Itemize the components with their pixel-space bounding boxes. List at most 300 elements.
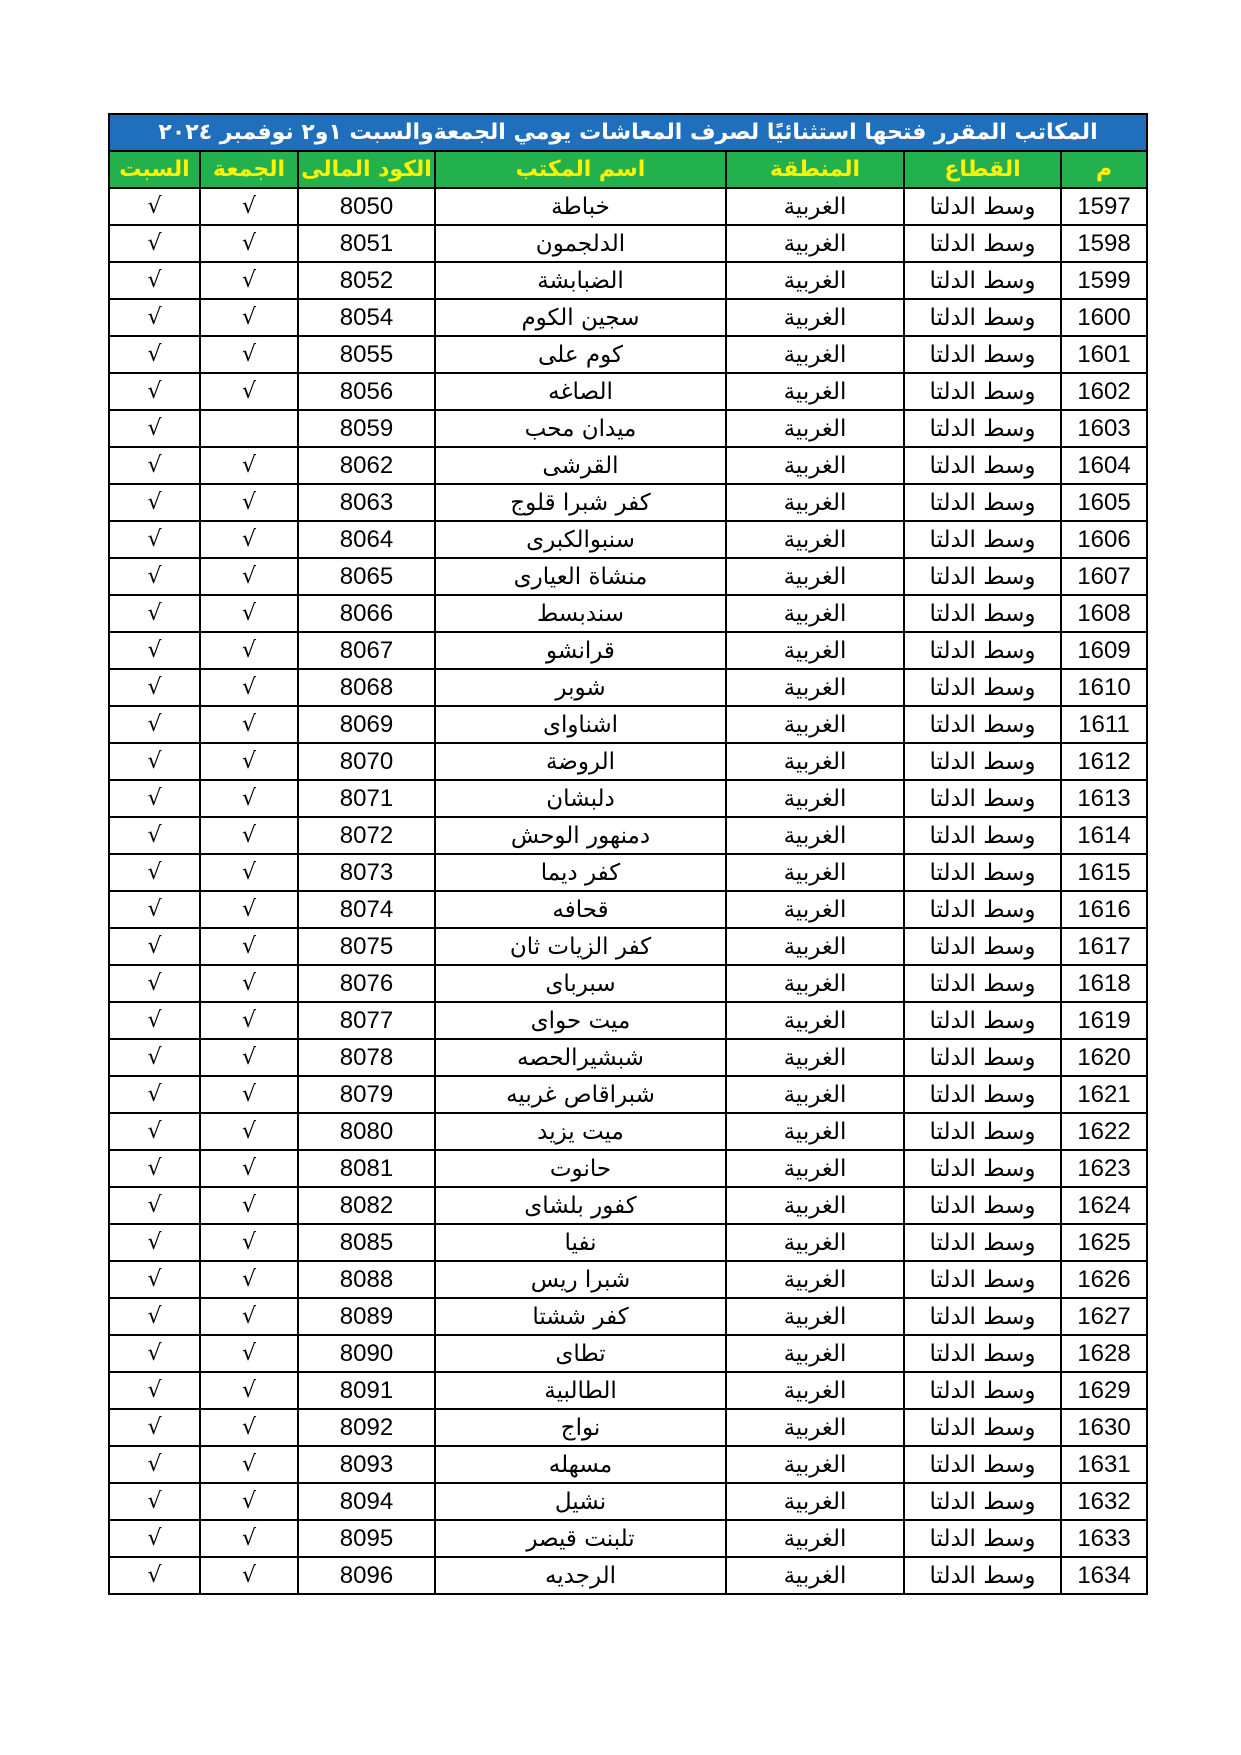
saturday-cell: √	[109, 225, 200, 262]
table-row	[109, 1150, 1147, 1187]
friday-cell: √	[200, 1298, 298, 1335]
code-cell: 8090	[298, 1335, 435, 1372]
serial-cell: 1618	[1061, 965, 1147, 1002]
region-cell: الغربية	[726, 743, 904, 780]
office-cell: كوم على	[435, 336, 726, 373]
table-row	[109, 1483, 1147, 1520]
office-cell: قحافه	[435, 891, 726, 928]
code-cell: 8091	[298, 1372, 435, 1409]
header-saturday: السبت	[109, 151, 200, 188]
office-cell: سنبوالكبرى	[435, 521, 726, 558]
table-row	[109, 1113, 1147, 1150]
friday-cell: √	[200, 1446, 298, 1483]
region-cell: الغربية	[726, 1372, 904, 1409]
friday-cell: √	[200, 1187, 298, 1224]
saturday-cell: √	[109, 1372, 200, 1409]
region-cell: الغربية	[726, 558, 904, 595]
sector-cell: وسط الدلتا	[904, 1150, 1061, 1187]
serial-cell: 1628	[1061, 1335, 1147, 1372]
serial-cell: 1634	[1061, 1557, 1147, 1594]
saturday-cell: √	[109, 743, 200, 780]
serial-cell: 1608	[1061, 595, 1147, 632]
friday-cell: √	[200, 1335, 298, 1372]
code-cell: 8072	[298, 817, 435, 854]
region-cell: الغربية	[726, 780, 904, 817]
region-cell: الغربية	[726, 854, 904, 891]
region-cell: الغربية	[726, 1298, 904, 1335]
region-cell: الغربية	[726, 928, 904, 965]
sector-cell: وسط الدلتا	[904, 484, 1061, 521]
serial-cell: 1620	[1061, 1039, 1147, 1076]
office-cell: قرانشو	[435, 632, 726, 669]
serial-cell: 1602	[1061, 373, 1147, 410]
friday-cell: √	[200, 1002, 298, 1039]
friday-cell: √	[200, 447, 298, 484]
sector-cell: وسط الدلتا	[904, 1076, 1061, 1113]
table-row	[109, 965, 1147, 1002]
saturday-cell: √	[109, 188, 200, 225]
region-cell: الغربية	[726, 1187, 904, 1224]
sector-cell: وسط الدلتا	[904, 1335, 1061, 1372]
serial-cell: 1623	[1061, 1150, 1147, 1187]
office-cell: سجين الكوم	[435, 299, 726, 336]
saturday-cell: √	[109, 928, 200, 965]
saturday-cell: √	[109, 447, 200, 484]
saturday-cell: √	[109, 1113, 200, 1150]
office-cell: كفر شبرا قلوج	[435, 484, 726, 521]
sector-cell: وسط الدلتا	[904, 891, 1061, 928]
serial-cell: 1626	[1061, 1261, 1147, 1298]
serial-cell: 1629	[1061, 1372, 1147, 1409]
serial-cell: 1613	[1061, 780, 1147, 817]
header-m: م	[1061, 151, 1147, 188]
code-cell: 8068	[298, 669, 435, 706]
sector-cell: وسط الدلتا	[904, 669, 1061, 706]
serial-cell: 1610	[1061, 669, 1147, 706]
office-cell: سبرباى	[435, 965, 726, 1002]
serial-cell: 1621	[1061, 1076, 1147, 1113]
offices-sheet	[108, 113, 1146, 1595]
sector-cell: وسط الدلتا	[904, 373, 1061, 410]
region-cell: الغربية	[726, 1483, 904, 1520]
code-cell: 8069	[298, 706, 435, 743]
sector-cell: وسط الدلتا	[904, 1002, 1061, 1039]
code-cell: 8082	[298, 1187, 435, 1224]
office-cell: نفيا	[435, 1224, 726, 1261]
region-cell: الغربية	[726, 1409, 904, 1446]
office-cell: شبرا ريس	[435, 1261, 726, 1298]
friday-cell: √	[200, 632, 298, 669]
sector-cell: وسط الدلتا	[904, 1409, 1061, 1446]
code-cell: 8081	[298, 1150, 435, 1187]
code-cell: 8064	[298, 521, 435, 558]
sector-cell: وسط الدلتا	[904, 521, 1061, 558]
table-row	[109, 669, 1147, 706]
region-cell: الغربية	[726, 1076, 904, 1113]
friday-cell: √	[200, 225, 298, 262]
region-cell: الغربية	[726, 669, 904, 706]
code-cell: 8077	[298, 1002, 435, 1039]
table-row	[109, 817, 1147, 854]
code-cell: 8052	[298, 262, 435, 299]
office-cell: الروضة	[435, 743, 726, 780]
sector-cell: وسط الدلتا	[904, 743, 1061, 780]
office-cell: الضبابشة	[435, 262, 726, 299]
region-cell: الغربية	[726, 521, 904, 558]
code-cell: 8062	[298, 447, 435, 484]
sector-cell: وسط الدلتا	[904, 1446, 1061, 1483]
friday-cell: √	[200, 1076, 298, 1113]
code-cell: 8074	[298, 891, 435, 928]
friday-cell: √	[200, 780, 298, 817]
office-cell: نواج	[435, 1409, 726, 1446]
office-cell: الدلجمون	[435, 225, 726, 262]
serial-cell: 1625	[1061, 1224, 1147, 1261]
code-cell: 8059	[298, 410, 435, 447]
table-row	[109, 447, 1147, 484]
saturday-cell: √	[109, 299, 200, 336]
office-cell: شبراقاص غربيه	[435, 1076, 726, 1113]
sector-cell: وسط الدلتا	[904, 965, 1061, 1002]
serial-cell: 1606	[1061, 521, 1147, 558]
header-row	[109, 151, 1147, 188]
office-cell: كفور بلشاى	[435, 1187, 726, 1224]
serial-cell: 1614	[1061, 817, 1147, 854]
office-cell: حانوت	[435, 1150, 726, 1187]
code-cell: 8070	[298, 743, 435, 780]
table-row	[109, 595, 1147, 632]
table-row	[109, 188, 1147, 225]
region-cell: الغربية	[726, 1113, 904, 1150]
office-cell: الرجديه	[435, 1557, 726, 1594]
friday-cell: √	[200, 1039, 298, 1076]
table-row	[109, 1076, 1147, 1113]
table-row	[109, 1520, 1147, 1557]
region-cell: الغربية	[726, 1261, 904, 1298]
sector-cell: وسط الدلتا	[904, 632, 1061, 669]
table-row	[109, 410, 1147, 447]
code-cell: 8095	[298, 1520, 435, 1557]
table-row	[109, 706, 1147, 743]
friday-cell	[200, 410, 298, 447]
friday-cell: √	[200, 595, 298, 632]
office-cell: كفر الزيات ثان	[435, 928, 726, 965]
region-cell: الغربية	[726, 1446, 904, 1483]
saturday-cell: √	[109, 632, 200, 669]
sector-cell: وسط الدلتا	[904, 188, 1061, 225]
saturday-cell: √	[109, 595, 200, 632]
code-cell: 8080	[298, 1113, 435, 1150]
office-cell: منشاة العيارى	[435, 558, 726, 595]
table-row	[109, 1298, 1147, 1335]
region-cell: الغربية	[726, 299, 904, 336]
serial-cell: 1616	[1061, 891, 1147, 928]
region-cell: الغربية	[726, 188, 904, 225]
table-row	[109, 1224, 1147, 1261]
table-row	[109, 891, 1147, 928]
office-cell: الطالبية	[435, 1372, 726, 1409]
saturday-cell: √	[109, 1002, 200, 1039]
friday-cell: √	[200, 1557, 298, 1594]
sector-cell: وسط الدلتا	[904, 1039, 1061, 1076]
header-office: اسم المكتب	[435, 151, 726, 188]
table-row	[109, 521, 1147, 558]
region-cell: الغربية	[726, 447, 904, 484]
saturday-cell: √	[109, 817, 200, 854]
friday-cell: √	[200, 669, 298, 706]
friday-cell: √	[200, 854, 298, 891]
sector-cell: وسط الدلتا	[904, 262, 1061, 299]
region-cell: الغربية	[726, 1150, 904, 1187]
code-cell: 8056	[298, 373, 435, 410]
serial-cell: 1630	[1061, 1409, 1147, 1446]
table-row	[109, 928, 1147, 965]
serial-cell: 1627	[1061, 1298, 1147, 1335]
sector-cell: وسط الدلتا	[904, 558, 1061, 595]
saturday-cell: √	[109, 373, 200, 410]
saturday-cell: √	[109, 1261, 200, 1298]
sector-cell: وسط الدلتا	[904, 410, 1061, 447]
table-row	[109, 336, 1147, 373]
code-cell: 8065	[298, 558, 435, 595]
code-cell: 8085	[298, 1224, 435, 1261]
friday-cell: √	[200, 1150, 298, 1187]
sector-cell: وسط الدلتا	[904, 1520, 1061, 1557]
code-cell: 8075	[298, 928, 435, 965]
region-cell: الغربية	[726, 632, 904, 669]
table-title: المكاتب المقرر فتحها استثنائيًا لصرف المعاشات يومي الجمعةوالسبت ١و٢ نوفمبر ٢٠٢٤	[109, 114, 1147, 151]
saturday-cell: √	[109, 558, 200, 595]
table-row	[109, 373, 1147, 410]
table-row	[109, 262, 1147, 299]
sector-cell: وسط الدلتا	[904, 780, 1061, 817]
saturday-cell: √	[109, 484, 200, 521]
table-body	[109, 188, 1147, 1594]
saturday-cell: √	[109, 965, 200, 1002]
office-cell: الصاغه	[435, 373, 726, 410]
friday-cell: √	[200, 1261, 298, 1298]
code-cell: 8071	[298, 780, 435, 817]
serial-cell: 1631	[1061, 1446, 1147, 1483]
code-cell: 8055	[298, 336, 435, 373]
region-cell: الغربية	[726, 225, 904, 262]
region-cell: الغربية	[726, 1002, 904, 1039]
header-sector: القطاع	[904, 151, 1061, 188]
saturday-cell: √	[109, 891, 200, 928]
friday-cell: √	[200, 1520, 298, 1557]
region-cell: الغربية	[726, 373, 904, 410]
code-cell: 8073	[298, 854, 435, 891]
friday-cell: √	[200, 373, 298, 410]
code-cell: 8078	[298, 1039, 435, 1076]
office-cell: تطاى	[435, 1335, 726, 1372]
region-cell: الغربية	[726, 1557, 904, 1594]
region-cell: الغربية	[726, 484, 904, 521]
table-row	[109, 1335, 1147, 1372]
office-cell: ميدان محب	[435, 410, 726, 447]
office-cell: مسهله	[435, 1446, 726, 1483]
friday-cell: √	[200, 188, 298, 225]
sector-cell: وسط الدلتا	[904, 1187, 1061, 1224]
serial-cell: 1597	[1061, 188, 1147, 225]
friday-cell: √	[200, 928, 298, 965]
sector-cell: وسط الدلتا	[904, 447, 1061, 484]
code-cell: 8089	[298, 1298, 435, 1335]
sector-cell: وسط الدلتا	[904, 1372, 1061, 1409]
saturday-cell: √	[109, 1520, 200, 1557]
saturday-cell: √	[109, 854, 200, 891]
friday-cell: √	[200, 299, 298, 336]
region-cell: الغربية	[726, 965, 904, 1002]
table-row	[109, 225, 1147, 262]
table-row	[109, 1187, 1147, 1224]
code-cell: 8067	[298, 632, 435, 669]
saturday-cell: √	[109, 780, 200, 817]
office-cell: ميت يزيد	[435, 1113, 726, 1150]
region-cell: الغربية	[726, 262, 904, 299]
serial-cell: 1617	[1061, 928, 1147, 965]
code-cell: 8092	[298, 1409, 435, 1446]
table-row	[109, 743, 1147, 780]
office-cell: دمنهور الوحش	[435, 817, 726, 854]
office-cell: كفر ششتا	[435, 1298, 726, 1335]
sector-cell: وسط الدلتا	[904, 1557, 1061, 1594]
friday-cell: √	[200, 1224, 298, 1261]
saturday-cell: √	[109, 1335, 200, 1372]
region-cell: الغربية	[726, 891, 904, 928]
friday-cell: √	[200, 965, 298, 1002]
sector-cell: وسط الدلتا	[904, 706, 1061, 743]
friday-cell: √	[200, 817, 298, 854]
table-row	[109, 558, 1147, 595]
table-row	[109, 484, 1147, 521]
sector-cell: وسط الدلتا	[904, 299, 1061, 336]
office-cell: كفر ديما	[435, 854, 726, 891]
office-cell: سندبسط	[435, 595, 726, 632]
serial-cell: 1605	[1061, 484, 1147, 521]
table-row	[109, 1409, 1147, 1446]
code-cell: 8050	[298, 188, 435, 225]
sector-cell: وسط الدلتا	[904, 595, 1061, 632]
office-cell: شبشيرالحصه	[435, 1039, 726, 1076]
office-cell: القرشى	[435, 447, 726, 484]
serial-cell: 1632	[1061, 1483, 1147, 1520]
code-cell: 8096	[298, 1557, 435, 1594]
sector-cell: وسط الدلتا	[904, 1483, 1061, 1520]
saturday-cell: √	[109, 1446, 200, 1483]
friday-cell: √	[200, 336, 298, 373]
serial-cell: 1622	[1061, 1113, 1147, 1150]
saturday-cell: √	[109, 1409, 200, 1446]
table-row	[109, 780, 1147, 817]
header-friday: الجمعة	[200, 151, 298, 188]
saturday-cell: √	[109, 669, 200, 706]
sector-cell: وسط الدلتا	[904, 854, 1061, 891]
table-row	[109, 299, 1147, 336]
code-cell: 8054	[298, 299, 435, 336]
serial-cell: 1607	[1061, 558, 1147, 595]
sector-cell: وسط الدلتا	[904, 225, 1061, 262]
office-cell: شوبر	[435, 669, 726, 706]
serial-cell: 1624	[1061, 1187, 1147, 1224]
table-row	[109, 1446, 1147, 1483]
header-region: المنطقة	[726, 151, 904, 188]
code-cell: 8088	[298, 1261, 435, 1298]
table-row	[109, 1039, 1147, 1076]
table-row	[109, 1261, 1147, 1298]
serial-cell: 1600	[1061, 299, 1147, 336]
saturday-cell: √	[109, 1039, 200, 1076]
serial-cell: 1603	[1061, 410, 1147, 447]
saturday-cell: √	[109, 706, 200, 743]
friday-cell: √	[200, 1409, 298, 1446]
serial-cell: 1609	[1061, 632, 1147, 669]
region-cell: الغربية	[726, 410, 904, 447]
serial-cell: 1611	[1061, 706, 1147, 743]
friday-cell: √	[200, 891, 298, 928]
table-row	[109, 632, 1147, 669]
code-cell: 8094	[298, 1483, 435, 1520]
saturday-cell: √	[109, 1224, 200, 1261]
serial-cell: 1604	[1061, 447, 1147, 484]
serial-cell: 1601	[1061, 336, 1147, 373]
saturday-cell: √	[109, 262, 200, 299]
table-row	[109, 1002, 1147, 1039]
saturday-cell: √	[109, 336, 200, 373]
sector-cell: وسط الدلتا	[904, 817, 1061, 854]
office-cell: ميت حواى	[435, 1002, 726, 1039]
friday-cell: √	[200, 1372, 298, 1409]
saturday-cell: √	[109, 1298, 200, 1335]
serial-cell: 1598	[1061, 225, 1147, 262]
friday-cell: √	[200, 706, 298, 743]
region-cell: الغربية	[726, 336, 904, 373]
friday-cell: √	[200, 262, 298, 299]
title-row	[109, 114, 1147, 151]
region-cell: الغربية	[726, 817, 904, 854]
offices-table	[108, 113, 1148, 1595]
friday-cell: √	[200, 521, 298, 558]
serial-cell: 1599	[1061, 262, 1147, 299]
region-cell: الغربية	[726, 595, 904, 632]
friday-cell: √	[200, 558, 298, 595]
table-row	[109, 1372, 1147, 1409]
office-cell: نشيل	[435, 1483, 726, 1520]
sector-cell: وسط الدلتا	[904, 336, 1061, 373]
sector-cell: وسط الدلتا	[904, 1298, 1061, 1335]
serial-cell: 1615	[1061, 854, 1147, 891]
code-cell: 8063	[298, 484, 435, 521]
code-cell: 8076	[298, 965, 435, 1002]
code-cell: 8093	[298, 1446, 435, 1483]
friday-cell: √	[200, 484, 298, 521]
saturday-cell: √	[109, 410, 200, 447]
friday-cell: √	[200, 1113, 298, 1150]
region-cell: الغربية	[726, 1335, 904, 1372]
sector-cell: وسط الدلتا	[904, 1261, 1061, 1298]
friday-cell: √	[200, 743, 298, 780]
saturday-cell: √	[109, 1557, 200, 1594]
code-cell: 8066	[298, 595, 435, 632]
region-cell: الغربية	[726, 706, 904, 743]
office-cell: خباطة	[435, 188, 726, 225]
region-cell: الغربية	[726, 1039, 904, 1076]
serial-cell: 1619	[1061, 1002, 1147, 1039]
sector-cell: وسط الدلتا	[904, 1113, 1061, 1150]
sector-cell: وسط الدلتا	[904, 1224, 1061, 1261]
saturday-cell: √	[109, 1150, 200, 1187]
code-cell: 8079	[298, 1076, 435, 1113]
